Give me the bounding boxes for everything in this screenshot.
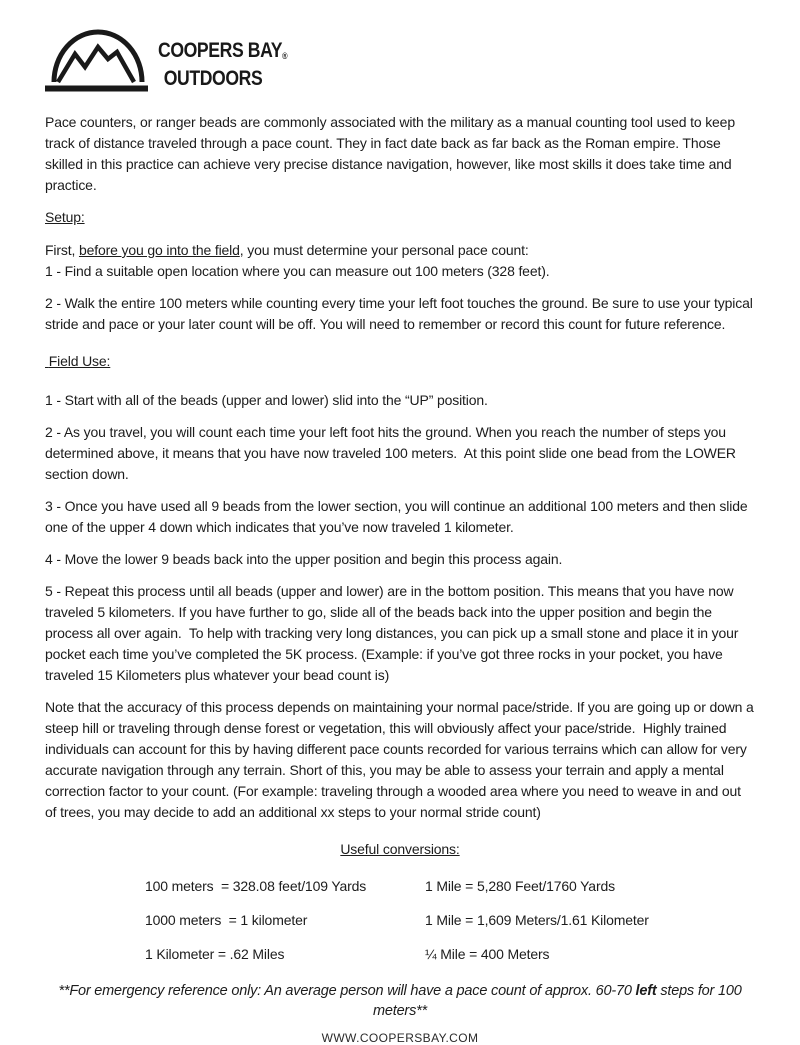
brand-name-line2: OUTDOORS (163, 66, 263, 90)
mountain-dome-logo-icon (45, 26, 150, 94)
field-use-step-1: 1 - Start with all of the beads (upper and lower) slid into the “UP” position. (45, 392, 488, 408)
setup-step-2: 2 - Walk the entire 100 meters while counting every time your left foot touches the ground. Be sure to use your typical stride and pace or your later count will be off. You will need to remember or record this count for future reference. (45, 295, 757, 332)
setup-heading: Setup: (45, 209, 85, 225)
field-use-step-3: 3 - Once you have used all 9 beads from the lower section, you will continue an additional 100 meters and then slide one of the upper 4 down which indicates that you’ve now traveled 1 kilometer. (45, 498, 752, 535)
field-use-step-5: 5 - Repeat this process until all beads (upper and lower) are in the bottom position. This means that you have now traveled 5 kilometers. If you have further to go, slide all of the beads back into the upper position and begin the process all over again. To help with tracking very long distances, you can pick up a small stone and place it in your pocket each time you’ve completed the 5K process. (Example: if you’ve got three rocks in your pocket, you have traveled 15 Kilometers plus whatever your bead count is) (45, 583, 743, 683)
conversion-row (45, 944, 755, 965)
emergency-suffix: steps for 100 meters** (373, 983, 746, 1019)
field-use-step-2: 2 - As you travel, you will count each time your left foot hits the ground. When you reach the number of steps you determined above, it means that you have now traveled 100 meters. At this point slide one bead from the LOWER section down. (45, 424, 740, 482)
setup-intro-underlined: before you go into the field (78, 242, 240, 258)
brand-name (158, 26, 316, 92)
conversion-right-cell: 1 Mile = 5,280 Feet/1760 Yards (425, 878, 615, 894)
emergency-bold-word: left (635, 983, 657, 999)
conversion-right-cell: ¼ Mile = 400 Meters (425, 946, 550, 962)
conversions-heading: Useful conversions: (340, 841, 460, 857)
emergency-reference-note (45, 981, 755, 1021)
field-use-step-4: 4 - Move the lower 9 beads back into the upper position and begin this process again. (45, 551, 563, 567)
conversion-left-cell: 1000 meters = 1 kilometer (145, 912, 308, 928)
conversion-row (45, 876, 755, 897)
setup-intro-line (45, 240, 755, 261)
accuracy-note-paragraph: Note that the accuracy of this process depends on maintaining your normal pace/stride. If you are going up or down a steep hill or traveling through dense forest or vegetation, this will obviously affect your pace/stride. Highly trained individuals can account for this by having different pace counts recorded for various terrains which can allow for very accurate navigation through any terrain. Short of this, you may be able to assess your terrain and apply a mental correction factor to your count. (For example: traveling through a wooded area where you need to weave in and out of trees, you may decide to add an additional xx steps to your normal stride count) (45, 699, 758, 820)
field-use-heading: Field Use: (45, 353, 111, 369)
brand-name-line1: COOPERS BAY® (158, 38, 288, 62)
conversion-right-cell: 1 Mile = 1,609 Meters/1.61 Kilometer (425, 912, 649, 928)
brand-header (45, 26, 755, 98)
setup-intro-suffix: , you must determine your personal pace count: (239, 242, 529, 258)
setup-step-1: 1 - Find a suitable open location where you can measure out 100 meters (328 feet). (45, 263, 550, 279)
conversion-left-cell: 100 meters = 328.08 feet/109 Yards (145, 878, 367, 894)
emergency-prefix: **For emergency reference only: An average person will have a pace count of approx. 60-70 (58, 983, 636, 999)
conversion-row (45, 910, 755, 931)
website-url: WWW.COOPERSBAY.COM (321, 1031, 479, 1045)
setup-intro-prefix: First, (45, 242, 79, 258)
intro-paragraph: Pace counters, or ranger beads are commonly associated with the military as a manual counting tool used to keep track of distance traveled through a pace count. They in fact date back as far back as the Roman empire. Those skilled in this practice can achieve very precise distance navigation, however, like most skills it does take time and practice. (45, 114, 739, 193)
document-body (45, 112, 758, 1045)
conversion-left-cell: 1 Kilometer = .62 Miles (145, 946, 285, 962)
registered-trademark: ® (282, 51, 288, 61)
